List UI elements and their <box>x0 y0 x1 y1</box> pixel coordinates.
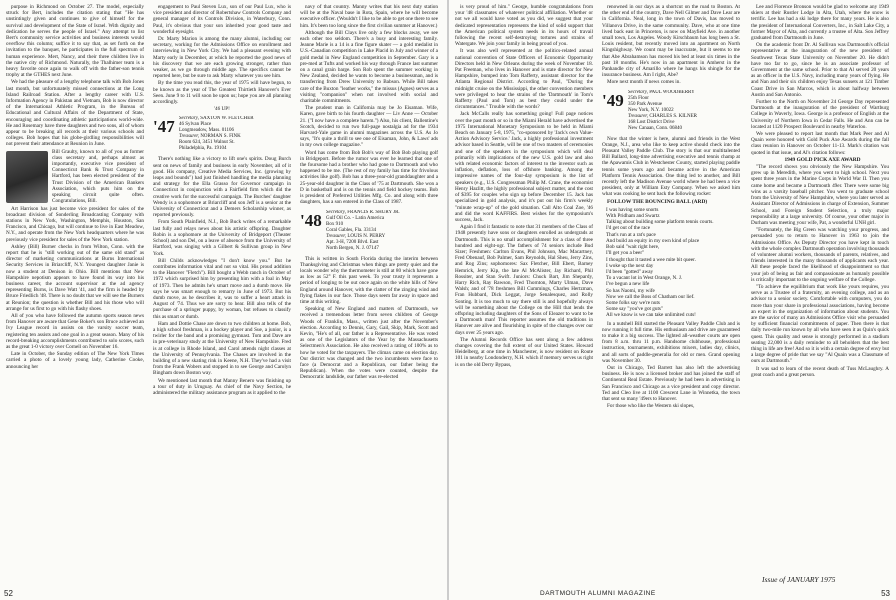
page-gutter <box>447 0 449 600</box>
poem-line: That's run at a rat's pace <box>606 231 656 238</box>
paragraph: More next month if news comes in. <box>607 79 681 86</box>
page-number-left: 52 <box>4 589 13 598</box>
treasurer-name: CHARLES S. KILNER <box>649 113 697 119</box>
poem-line: I woke up the next day <box>606 262 654 269</box>
magazine-footer: DARTMOUTH ALUMNI MAGAZINE <box>540 590 656 597</box>
poem-line: Now we call the Boss of Chatham our lief. <box>606 293 695 300</box>
address-line: Longmeadow, Mass. 01106 <box>179 128 235 134</box>
address-line: Box 910 <box>326 221 344 227</box>
paragraph: Jack McCalls really has something going! Full page notices over the past month or so in the Miami Herald have advertised the 1975 International Monetary Symposium to be held in Miami Beach on January 5-8, 1975, "co-sponsored by 'Jack's own Value-Action Advisory Service.' Jack, a highly professional investment advisor based in Seattle, will be one of two masters of ceremonies and one of the speakers in the symposium which will deal primarily with implications of the new U.S. gold law and also with related economic factors of interest to the investor such as inflation, deflation, loss of offshore banking. Among the impressive names of the four-day symposium is the list of speakers (e.g., U.S. Congressman Philip M. Crane, the economist Henry Hazlitt, the highly professional subject matter, and the cost of $395 for couples who sign up before December 15. Jack has specialized in gold analysis, and it's put out his firm's weekly "minute wrap-up" of the gold situation. Call Alto Coal Zoe, '46 and did the word KAFFIRS. Best wishes for the symposium's success, Jack. <box>455 111 593 223</box>
paragraph: We were pleased to report last month that Mark Peer and Al Quain were honored with Gold Puck Axe Awards during the fall class reunion in Hanover on October 11-13. Mark's citation was quoted in that issue, and Al's citation follows: <box>751 131 889 156</box>
paragraph: Out in Chicago, Ted Barrett has also left the advertising business. He is now a licensed broker and has joined the staff of Continental Real Estate. Previously he had been in advertising in San Francisco and Chicago as a vice president and copy director. Ted and Cleo live at 1100 Crescent Lane in Winnetka, the town that sent so many '49ers to Hanover. <box>602 364 740 402</box>
paragraph: "The record shows you obviously the New Hampshire. You grew up in Meredith, where you went to high school. Next you spent three years in the Marine Corps in World War II. Then you came home and became a Dartmouth 49er. There were some big wins as a varsity baseball pitcher. You went to graduate school from the University of New Hampshire, where you later served as Assistant Director of Admissions in charge of Extension, Summer School, and Foreign Student Selection, a truly major responsibility at a large university. Of course, your other major in Durham was meeting your wife, Pat, a wonderful UNH girl. <box>751 164 889 226</box>
paragraph: There's nothing like a victory to lift one's spirits. Doug Burch sent on news of family and business in early November, all of it good. His company, Creative Media Services, Inc. (growing by leaps and bounds") had just finished handling the media planning and strategy for the Ella Grasso for Governor campaign in Connecticut in conjunction with a Fairfield firm which did the creative work for the successful campaign. The Burches' daughter Wendy is a sophomore at Briarcliff and son Jeff is a senior at the University of Connecticut and a Demers Scholarship winner, as reported previously. <box>153 156 291 219</box>
address-line: 46 Sylvan Place <box>179 122 212 128</box>
poem-line: To a vacant lot in West Orange, N. J. <box>606 275 683 282</box>
paragraph: Further to the North on November 24 George Day represented Dartmouth at the inauguration of the president of Wartburg College in Waverly, Iowa. George is a professor of English at the University of Northern Iowa in Cedar Falls. He and Ann can be located at 1120 Prospect Boulevard in nearby Waterloo. <box>751 99 889 130</box>
secretary-title: Secretary, <box>179 116 199 122</box>
treasurer-title: Treasurer, <box>326 233 347 239</box>
paragraph: All of you who have followed the autumn sports season news from Hanover are aware that Gene Boker's son Bruce achieved an Ivy League record in assists on the varsity soccer team, registering ten assists and one goal in a great season. Many of his record-breaking accomplishments contributed to solo scores, such as the great 1-0 victory over Cornell on November 16. <box>6 312 144 350</box>
poem-line: I've begun a new life <box>606 281 650 288</box>
paragraph: It was also well represented at the politics-related annual national convention of State Officers of Economic Opportunity Directors held in New Orleans during the week of November 18. Pat Freeman, who lives in Hanover and is state director for New Hampshire, bumped into Tom Rafferty, assistant director for the Atlanta Regional District. According to Paul, "During the midnight cruise on the Mississippi, the other convention members were privileged to hear the strains of the 'Dartmouth' in Tom's Rafferty (Paul and Tom) as best they could under the circumstances." Trouble with the words? <box>455 48 593 111</box>
paragraph: By the time you read this, the year of 1975 will have begun, to be known as the year of The Greatest Thirtieth Hanover's Ever Seen. June 9 to 11 will soon be upon us; hope you are all planning accordingly. <box>153 80 291 106</box>
poem-line: I was having some snorts <box>606 206 659 213</box>
poem-line: Talking about building some platform tennis courts. <box>606 219 714 226</box>
class-secretary-block <box>153 116 291 152</box>
treasurer-title: Treasurer, <box>628 113 649 119</box>
class-secretary-block <box>602 90 740 132</box>
paragraph: Ham and Dottie Chase are down to two children at home. Bob, a high school freshman, is a hockey player and Sue, a junior, is a twirler for the band and a promising gymnast. Tom and Dave are in pre-veterinary study at the University of New Hampshire. Fred is at college in Rhode Island, and Carol attends night classes at the University of Pennsylvania. The Chases are involved in the building of a new skating rink in Keene, N.H. They've had a visit from the Frank Wobers and stopped in to see George and Carolyn Bingham down Boston way. <box>153 320 291 377</box>
paragraph: Bill Graulty, known to all of you as former class secretary and, perhaps almost as importantly, executive vice president of Connecticut Bank & Trust Company in Hartford, has been elected president of the Trust Division of the American Bankers Association, which puts him on the speaking circuit quite often. Congratulations, Bill. <box>52 148 144 205</box>
poem-line: Some say "you've got guts" <box>606 306 664 313</box>
poem-line: So has Naomi, my wife <box>606 287 655 294</box>
paragraph: "To achieve the equilibrium that work like yours requires, you serve as a Trustee of a fraternity, an evening college, and as an advisor to a senior society. Comfortable with computers, you do more than your share in professional associations, having become an expert in the organization of information about students. You are the savior of many an Admissions Office visit who persuaded by sufficient financial commitments of paper. Then there is that daily two-mile run known by all who have seen it as Quin's quick quest. This quality and sense is strongly performed in a stadium seating 22,000 is a daily reminder to all beholders that the best thing in life are free! And so it is with a certain degree of envy but a large degree of pride that we say "Al Quain was a Classmate of ours at Dartmouth." <box>751 283 889 365</box>
paragraph: The prudent man in California may be Jo Eisaman. Wife, Karen, gave birth to his fourth daughter — Liv Anne — October 21. ("I now have a complete harem.") Also, his client, Ballentine's Scotch, decided to run two full-page nostalgia ad for the 1934 Harvard-Yale game in alumni magazines across the U.S. As Jo says, "It's quite a thrill to see one of Eisaman, John, & Laws' ads in my own college magazine." <box>300 105 438 149</box>
portrait-photo <box>6 151 48 203</box>
address-line: Gulf Oil Co. - Latin America <box>326 215 385 221</box>
column-2 <box>153 4 291 397</box>
column-1 <box>6 4 144 371</box>
paragraph: Speaking of New England and matters of Dartmouth, we received a tremendous letter from seven children of George Woods of Franklin, Mass., written just after the November's election. According to Dennis, Gary, Gail, Skip, Mark, Scott and Kevin, "He's of all, our father is a Representative. He was voted as one of the Legislators of the Year by the Massachusetts Selectmen's Association. He also received a rating of 100% as to how he voted for the taxpayers. The climax came on election day. Our district was changed and the two incumbents were face to face (a Democrat and a Republican, our father being the Republican). When the votes were counted, despite the Democratic landslide, our father was re-elected <box>300 306 438 381</box>
paragraph: Ashley (Bill) Burner checks in from Wilton, Conn. with the report that he is "still working out of the same old stand" as director of marketing communications at Burns International Security Services in Briarcliff, N.Y. Youngest daughter Janie is now a student at Denison in Ohio. Bill mentions that New Hampshire nepotism appears to have found its way into his business career, the account supervisor at the ad agency representing Burns, is Dave Watt '41, and the firm is headed by Bruce Friedlich '48. There is no doubt that we will see the Burners at Reunion; the question is whether Bill and his those who will arrange for us first to go with his flashy shoes. <box>6 243 144 312</box>
class-year: '49 <box>602 90 624 110</box>
poem <box>606 207 740 319</box>
secretary-name: SAXTON W. FLETCHER <box>200 116 254 122</box>
paragraph: From South Plainfield, N.J., Bob Buck writes of a remarkable last fully and relays news about his artistic offspring. Daughter Robin is a sophomore at the University of Bridgeport (Theater School) and son Del, on a leave of absence from the University of Hartford, was singing with a Gilbert & Sullivan group in New York. <box>153 219 291 257</box>
address-line: New Canaan, Conn. 06840 <box>628 125 683 131</box>
column-4 <box>455 4 593 369</box>
paragraph: "Fortunately, the Big Green was watching your progress, and persuaded you to return to Hanover in 1963 to join the Admissions Office. As Deputy Director you have kept in touch with the whole complex Dartmouth operation involving thousands of volunteer alumni workers, thousands of parents, relatives, and friends interested in the many thousands of applicants each year. All these people faced the likelihood of disappointment so that your job of being as fair and compassionate as humanly possible is critically important to the ongoing welfare of the College. <box>751 227 889 283</box>
poem-line: Some folks say we're nuts <box>606 299 660 306</box>
address-line: 168 Lost District Drive <box>628 119 675 125</box>
paragraph: engagement to Paul Steven Lux, son of our Paul Lux, who is vice president and director of Robertshaw Controls Company and general manager of its Controls Division, in Waterbury, Conn. Paul, it's obvious that your son inherited your good taste and wonderful eyesight. <box>153 4 291 35</box>
page-number-right: 53 <box>881 589 890 598</box>
paragraph: On the academic front Dr. Al Sullivan was Dartmouth's official representative at the inauguration of the new president of Southwest Texas State University on November 20. He didn't have too far to go, since he is an associate professor of Government at the same school. Prior to that Al served 20 years as an officer in the U.S. Navy, including many years of flying. He and Nan and their six children enjoy Texas sunsets at 121 Timber Coast Drive in San Marcos, which is about halfway between Austin and San Antonio. <box>751 42 889 98</box>
address-line: New York, N.Y. 10022 <box>628 107 674 113</box>
paragraph: Although the Bill Clays live only a few blocks away, we see each other too seldom. There's a busy and interesting family. Jeanne Marie is a 14 is a fine figure skater — a gold medalist in U.S.-Canadian competition in Lake Placid in July and winner of a gold medal in New England competition in September. Gary is a pre-med at Tufts and worked his way through France last summer on a canal grain barge. Son Rob spent the summer working in New Zealand, decided he wants to become a businessman, and is transferring from Drew University to Babson. While Bill takes care of the Buxton "leather works," the missus (Agnes) serves as a visiting "companion" when not involved with social and charitable commitments. <box>300 29 438 105</box>
award-heading: 1949 GOLD PICK AXE AWARD <box>784 156 861 163</box>
column-3 <box>300 4 438 382</box>
poem-line: And build an equity in my own kind of place <box>606 237 700 244</box>
secretary-name: FRANCIS R. SHURY JR. <box>347 209 400 215</box>
poem-line: I'll get you a beer" <box>606 250 645 257</box>
poem-heading: FOLLOW THE BOUNCING BALL (ARD) <box>607 198 708 205</box>
poem-line: With Pridham and Swartz <box>606 213 660 220</box>
poem-line: Bob said "wait right here, <box>606 244 660 251</box>
paragraph: navy of that country. Manny writes that his next duty station will be at the Naval base in Rota, Spain, where he will become executive officer. (Wouldn't I like to be able to get one there to see him. It's been too long since the first civilian summer at Hanover.) <box>300 4 438 29</box>
paragraph: For those who like the Western ski slopes, <box>607 403 695 410</box>
treasurer-name: LOUIS N. PERRY <box>347 233 386 239</box>
secretary-title: Secretary, <box>628 89 648 95</box>
address-line: Coral Gables, Fla. 33134 <box>326 227 377 233</box>
column-5 <box>602 4 740 410</box>
paragraph: We had the pleasure of a lengthy telephone talk with Bob Jones last month, but unfortunately missed connections at the Long Island Railroad Station. After a lengthy career with U.S. Information Agency in Pakistan and Vietnam, Bob is now director of the International Athletic Program, in the Bureau of Educational and Cultural Affairs of the Department of State, encouraging and coordinating athletic participations world-wide. He and Rosemary have three daughters and two sons, all of whom appear to be breaking all records at their various schools and colleges. Bob hopes that his globe-girdling responsibilities will not prevent their attendance at Reunion in June. <box>6 79 144 148</box>
paragraph: In a nutshell Bill started the Pleasant Valley Paddle Club and is now running it full time. His enthusiasm and drive are guaranteed to make it a big success. The lighted all-weather courts are open from 8 a.m. thru 11 p.m. Handsome clubhouse, professional instruction, tournaments, exhibitions mixers, ladies day, clinics, and all sorts of paddle-generalia for old or men. Grand opening was November 30. <box>602 320 740 364</box>
column-6 <box>751 4 889 379</box>
paragraph: is very proud of him." George, humble congratulations from your '48 classmates of whatever political affiliation. Whether or not we all would have voted as you did, we suggest that your dedicated representation represents the kind of solid support that the American political system needs in its hours of travail following the recent self-destroying tortures and strains of Watergate. We join your family in being proud of you. <box>455 4 593 48</box>
paragraph: Bill Childs acknowledges "I don't know you." But he contributes information vital and not so vital. His proud addition to the Hanover "Fletch"). Bill bought a Webb ranch in October of 1972 which surprised him by presenting him with a foal in May of 1973. Then he admits he's smart move and a dumb move. He says he was smart enough to remarry in June of 1973. But his dumb move, as he describes it, was to suffer a heart attack in August of '74. Thus we are sorry to hear. Bill also tells of the purchase of a springer puppy, by woman, but refuses to classify this as smart or dumb. <box>153 257 291 320</box>
poem-line: All we know is we can take unlimited cuts! <box>606 312 696 319</box>
poem-line: I thought that it tasted a wee mite bit queer. <box>606 256 696 263</box>
treasurer-title: Treasurer, <box>179 134 200 140</box>
paragraph: Now that the winter is here, alumni and friends in the West Orange, N.J., area who like to keep active should check into the Pleasant Valley Paddle Club. The story is that our multitalented Bill Ballard, long-time advertising executive and tennis champ at the Apawamis Club in Westchester County, started playing paddle tennis some years ago and became active in the American Platform Tennis Association. One thing led to another, and Bill recently left the Madison Avenue world where he had been a vice president, only at William Esty Company. When we asked him what was cooking he sent back the following rocket: <box>602 135 740 198</box>
paragraph: Word has come from Bob Bob's way of Bob Bob playing golf in Bridgeport. Before the rumor was ever he learned that one of the foursome had a brother who had gone to Dartmouth and who happened to be me. (The rest of my family has time for frivolous activities like golf). Bob has a three-year-old granddaughter and a 25-year-old daughter in the Class of '75 at Dartmouth. She won a D in basketball and is on the tennis and field hockey teams. Bob is president of Preferred Utilities Mfg. Co. and along with three daughters, has a son entered in the Class of 1987. <box>300 149 438 206</box>
address-line: North Bergen, N. J. 07147 <box>326 245 379 251</box>
issue-label: Issue of JANUARY 1975 <box>762 575 836 584</box>
paragraph: The Alumni Records Office has sent along a few address changes covering the full extent of our United States. Howard Heidelberg, at one time in Manchester, is now resident on Route 101 in nearby Londonderry, N.H. which if memory serves us right is on the old Derry Bypass, <box>455 336 593 368</box>
address-line: Room 624, 3451 Walnut St. <box>179 140 235 146</box>
paragraph: Lee and Florence Bronson would be glad to welcome any 1949 skiers at their Rustler Lodge in Alta, Utah, where the snow is terrific. Lee has had a ski lodge there for many years. He is also the president of International Converters, Inc., in Salt Lake City, a former Mayor of Alta, and currently a trustee of Alta. Son Jeffrey graduated from Dartmouth in June. <box>751 4 889 42</box>
paragraph: It was sad to learn of the recent death of Tuss McLaughry. A great coach and a great person. <box>751 365 889 378</box>
address-line: 350 Park Avenue <box>628 101 663 107</box>
paragraph: renowned in our days as a shortcut on the road to Boston. At the other end of the country, Dave Nell Gilmer and Dave Lear are in California. Neal, long in the town of Davis, has moved to Villanova Drive, in the same community. Dave, who at one time lived back east in Princeton, is now on Mayfield Ave. in another small town, Los Angeles. Woody Kirschbaum has long been a St. Louis resident, but recently moved into an apartment on North Kingshighway. We count may be inaccurate, but it seems to me that Abe Abrahamson has moved his bed at least six times in the past 18 months. He's now in an apartment in Amherst in the Panhandle city of Amarillo where he hangs his shingle for the insurance business. Am I right, Abe? <box>602 4 740 79</box>
poem-line: I'd get out of the race <box>606 225 651 232</box>
paragraph: We mentioned last month that Manny Benero was finishing up a tour of duty in Uruguay. As chief of the Navy Section, he administered the military assistance program as it applied to the <box>153 377 291 396</box>
paragraph: purpose in Richmond on October 27. The model, especially struck for Bert, includes the citation stating that "He has unstintingly given and continues to give of himself for the survival and development of the State of Israel. With dignity and dedication he serves the people of Israel." Any attempt to list Bert's community service activities and business interests would overflow this column; suffice it to say that, as set forth on the invitation to the banquet, he participates in the full spectrum of human experience. Mert, Nancy, and their three children live in the native city of Richmond. Naturally, the Thalhimer team is a heavy favorite once again to walk off with the father-son tennis trophy at the GTHES next June. <box>6 4 144 79</box>
paragraph: Late in October, the Sunday edition of The New York Times carried a photo of a lovely young lady, Catherine Cooke, announcing her <box>6 351 144 370</box>
address-line: Philadelphia, Pa. 19104 <box>179 146 227 152</box>
poem-line: I'd been "gotted" away <box>606 268 654 275</box>
secretary-title: Secretary, <box>326 209 346 215</box>
paragraph: Art Harrison has just become vice president for sales of the broadcast division of Sonderling Broadcasting Company with stations in New York, Washington, Memphis, Houston, San Francisco, and Chicago, but will continue to live in East Meadow, N.Y., and operate from the New York headquarters where he was previously vice president for sales of the New York station. <box>6 205 144 243</box>
address-line: 25th Floor <box>628 95 649 101</box>
sign-off: '46 UP! <box>214 106 230 113</box>
class-year: '48 <box>300 210 322 230</box>
paragraph: Again I find it fantastic to note that 31 members of the Class of 1948 presently have sons or daughters enrolled as undergrads at Dartmouth. This is no small accomplishment for a class of three hundred and eight-ogr. The fathers of 74 seniors include Bud Sizer; Freshmen: Carlton Evans, Phil Johnson, Mac Macartney, Fred Obenauf, Bob Palmer, Sam Reynolds, Hal Sheu, Jerry Zins, and Rog Zins; sophomores: Sax Fletcher, Bill Ebert, Barney Hemrick, Jerry Kip, the late Al McAlister, Jay Richard, Phil Rossiter, and Stan Swift. Juniors: Chuck Bart, Jim Shepardy, Harry Rich, Ray Rawson, Fred Thornton, Marty Ulman, Dave Walsh; and of '78 freshmen Bill Cummings, Charles Hertzman, Fran Hubbard, Dick Leggat, Jorge Senalesquez, and Rolly Sonting. It is too much to say there still is and hopefully always will be something about the College on the Hill that lends the offspring including daughters of the Sons of Eleazer to want to be a Dartmouth man! This reporter assumes the old traditions in Hanover are alive and flourishing in spite of the changes over our days over 25 years ago. <box>455 224 593 336</box>
class-year: '47 <box>153 117 175 137</box>
paragraph: Dr. Marty Marion is among the many alumni, including our secretary, working for the Admissions Office on enrollment and interviewing in New York City. We had a pleasant evening with Marty early in December, at which he reported the good news of his discovery that we are each growing stronger, rather than weaker, as we go through middle age. The specifics cannot be reported here, but be sure to ask Marty whatever you see him. <box>153 36 291 80</box>
secretary-name: PAUL WOODBERRY <box>649 89 695 95</box>
class-secretary-block <box>300 210 438 252</box>
address-line: Apt. 3-H, 7200 Blvd. East <box>326 239 379 245</box>
paragraph: This is written in South Florida during the interim between Thanksgiving and Christmas when things are pretty quiet and the locals wonder why the thermometer is still at 80 which have gone as low as 52° F. this past week. To your trusty it represents a period of longing to be out once again on the white hills of New England around Hanover, with the clatter of the zinging wind and flying flakes in our face. Those days seem far away in space and time at this writing. <box>300 255 438 305</box>
treasurer-name: NORMAN S. FINK <box>200 134 241 140</box>
